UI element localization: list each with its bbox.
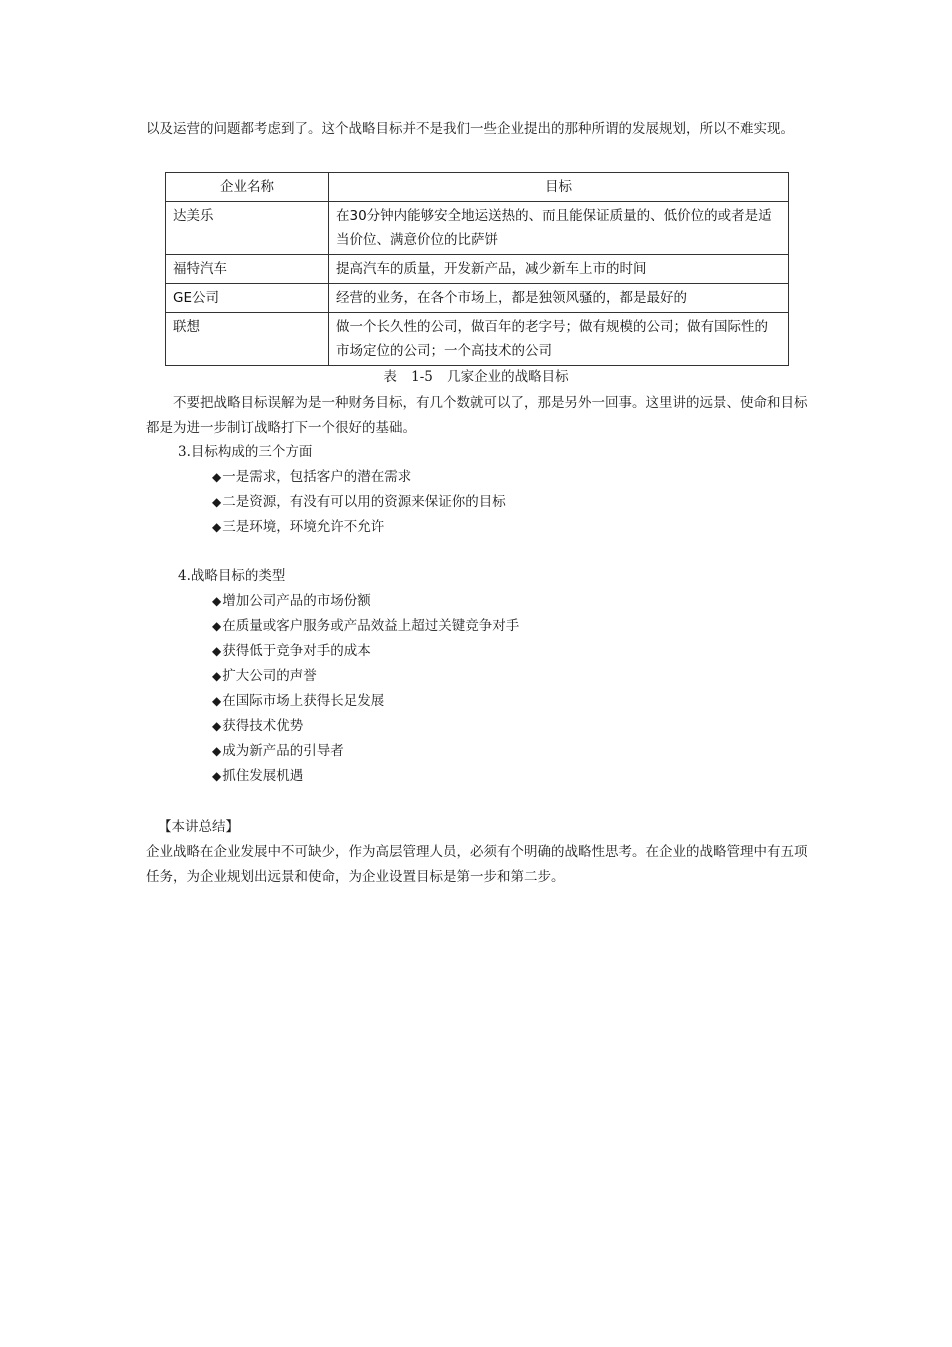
diamond-bullet-icon: ◆ <box>212 520 222 534</box>
diamond-bullet-icon: ◆ <box>212 719 222 733</box>
diamond-bullet-icon: ◆ <box>212 470 222 484</box>
section-4-title: 4.战略目标的类型 <box>178 568 286 584</box>
header-goal: 目标 <box>329 173 789 202</box>
summary-title: 【本讲总结】 <box>158 819 239 835</box>
list-item: ◆成为新产品的引导者 <box>212 739 519 764</box>
diamond-bullet-icon: ◆ <box>212 619 222 633</box>
goal-cell: 经营的业务，在各个市场上，都是独领风骚的，都是最好的 <box>329 284 789 313</box>
strategy-goals-table <box>165 172 789 366</box>
goal-cell: 在30分钟内能够安全地运送热的、而且能保证质量的、低价位的或者是适当价位、满意价位的比萨饼 <box>329 202 789 255</box>
goal-cell: 做一个长久性的公司，做百年的老字号；做有规模的公司；做有国际性的市场定位的公司；一个高技术的公司 <box>329 313 789 366</box>
diamond-bullet-icon: ◆ <box>212 744 222 758</box>
paragraph-2: 不要把战略目标误解为是一种财务目标，有几个数就可以了，那是另外一回事。这里讲的远景、使命和目标都是为进一步制订战略打下一个很好的基础。 <box>146 395 808 436</box>
table-row <box>166 284 789 313</box>
company-cell: 联想 <box>166 313 329 366</box>
list-item: ◆扩大公司的声誉 <box>212 664 519 689</box>
summary-text: 企业战略在企业发展中不可缺少，作为高层管理人员，必须有个明确的战略性思考。在企业的战略管理中有五项任务，为企业规划出远景和使命，为企业设置目标是第一步和第二步。 <box>146 844 808 885</box>
list-item: ◆抓住发展机遇 <box>212 764 519 789</box>
company-cell: 达美乐 <box>166 202 329 255</box>
table-caption: 表 1-5 几家企业的战略目标 <box>383 369 569 385</box>
list-item: ◆获得低于竞争对手的成本 <box>212 639 519 664</box>
intro-paragraph: 以及运营的问题都考虑到了。这个战略目标并不是我们一些企业提出的那种所谓的发展规划，所以不难实现。 <box>146 121 794 137</box>
diamond-bullet-icon: ◆ <box>212 769 222 783</box>
company-cell: GE公司 <box>166 284 329 313</box>
table-row <box>166 255 789 284</box>
header-company: 企业名称 <box>166 173 329 202</box>
diamond-bullet-icon: ◆ <box>212 594 222 608</box>
table-row <box>166 313 789 366</box>
section-3-title: 3.目标构成的三个方面 <box>178 444 313 460</box>
table-header-row <box>166 173 789 202</box>
list-item: ◆二是资源，有没有可以用的资源来保证你的目标 <box>212 490 506 515</box>
goal-cell: 提高汽车的质量，开发新产品，减少新车上市的时间 <box>329 255 789 284</box>
diamond-bullet-icon: ◆ <box>212 694 222 708</box>
table-row <box>166 202 789 255</box>
list-item: ◆在质量或客户服务或产品效益上超过关键竞争对手 <box>212 614 519 639</box>
diamond-bullet-icon: ◆ <box>212 495 222 509</box>
section-4-list <box>212 589 519 789</box>
diamond-bullet-icon: ◆ <box>212 669 222 683</box>
list-item: ◆增加公司产品的市场份额 <box>212 589 519 614</box>
company-cell: 福特汽车 <box>166 255 329 284</box>
list-item: ◆获得技术优势 <box>212 714 519 739</box>
diamond-bullet-icon: ◆ <box>212 644 222 658</box>
list-item: ◆一是需求，包括客户的潜在需求 <box>212 465 506 490</box>
list-item: ◆三是环境，环境允许不允许 <box>212 515 506 540</box>
section-3-list <box>212 465 506 540</box>
list-item: ◆在国际市场上获得长足发展 <box>212 689 519 714</box>
